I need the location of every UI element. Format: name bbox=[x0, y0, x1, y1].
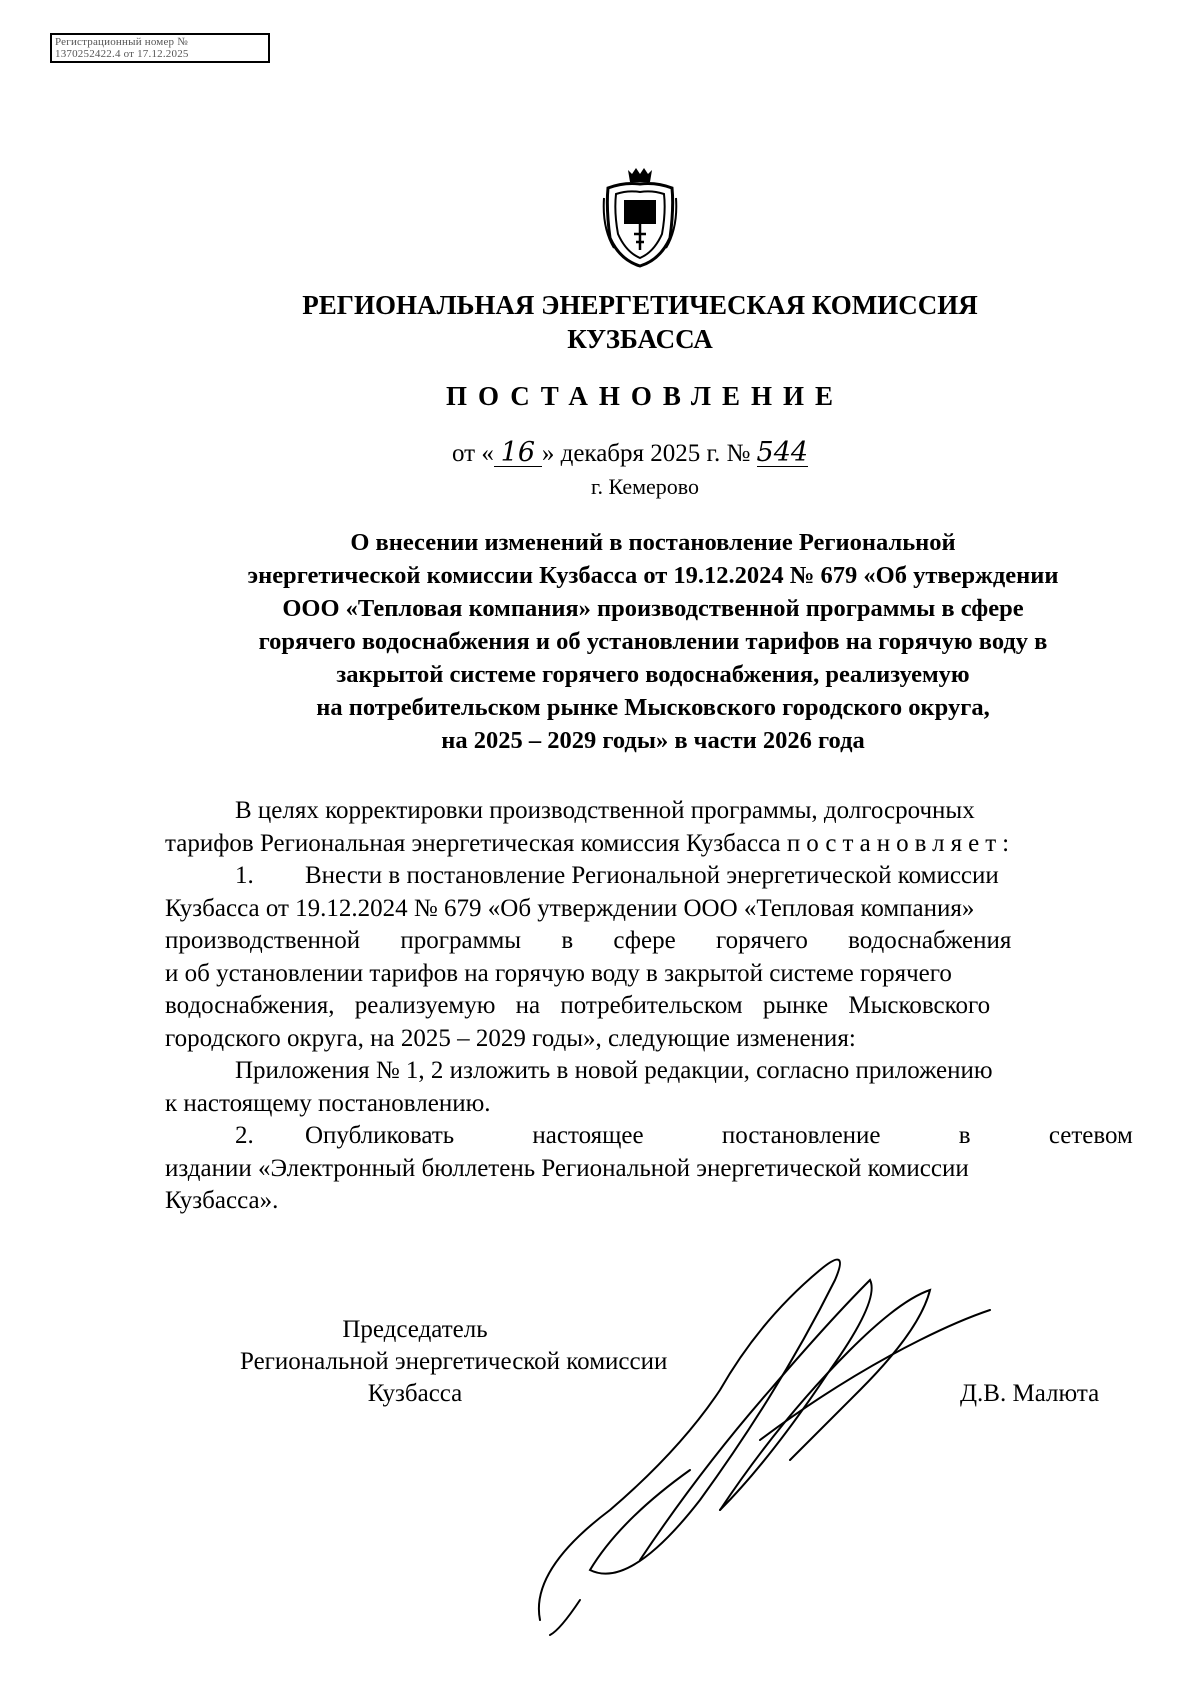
title-line: на потребительском рынке Мысковского городского округа, bbox=[316, 694, 990, 721]
document-date-line bbox=[452, 437, 809, 468]
registration-number: 1370252422.4 от 17.12.2025 bbox=[55, 48, 189, 60]
paragraph-2-number: 2. bbox=[235, 1122, 254, 1149]
paragraph-1-number: 1. bbox=[235, 862, 254, 889]
signatory-name: Д.В. Малюта bbox=[960, 1380, 1100, 1407]
registration-label: Регистрационный номер № bbox=[55, 36, 188, 48]
date-day-handwritten: 16 bbox=[494, 440, 542, 467]
signatory-region: Кузбасса bbox=[367, 1380, 463, 1407]
organization-name: РЕГИОНАЛЬНАЯ ЭНЕРГЕТИЧЕСКАЯ КОМИССИЯ bbox=[302, 290, 978, 320]
title-line: энергетической комиссии Кузбасса от 19.12.2024 № 679 «Об утверждении bbox=[247, 562, 1059, 589]
date-prefix: от « bbox=[452, 440, 494, 467]
paragraph-line: и об установлении тарифов на горячую воду в закрытой системе горячего bbox=[165, 959, 952, 987]
paragraph-line: к настоящему постановлению. bbox=[165, 1089, 491, 1117]
paragraph-line: Приложения № 1, 2 изложить в новой редакции, согласно приложению bbox=[235, 1057, 993, 1084]
paragraph-line: Кузбасса от 19.12.2024 № 679 «Об утверждении ООО «Тепловая компания» bbox=[165, 894, 975, 922]
organization-region: КУЗБАССА bbox=[567, 324, 713, 354]
intro-text: тарифов Региональная энергетическая комиссия Кузбасса bbox=[165, 829, 787, 857]
title-line: ООО «Тепловая компания» производственной программы в сфере bbox=[282, 595, 1024, 622]
title-line: О внесении изменений в постановление Региональной bbox=[350, 529, 956, 556]
paragraph-2-text: Опубликовать настоящее постановление в сетевом bbox=[305, 1122, 1133, 1149]
decree-verb: постановляет: bbox=[786, 829, 1016, 857]
signatory-org: Региональной энергетической комиссии bbox=[240, 1348, 668, 1375]
paragraph-2-first-line bbox=[165, 1120, 1133, 1153]
body-text bbox=[165, 795, 1133, 1218]
paragraph-line: водоснабжения, реализуемую на потребительском рынке Мысковского bbox=[165, 992, 991, 1019]
document-number-handwritten: 544 bbox=[756, 437, 809, 468]
handwritten-signature bbox=[520, 1240, 1000, 1640]
intro-line bbox=[165, 828, 1125, 861]
signatory-role: Председатель bbox=[342, 1316, 488, 1343]
title-line: горячего водоснабжения и об установлении тарифов на горячую воду в bbox=[258, 628, 1048, 655]
title-line: на 2025 – 2029 годы» в части 2026 года bbox=[441, 727, 865, 754]
intro-line: В целях корректировки производственной программы, долгосрочных bbox=[235, 797, 975, 824]
paragraph-1-text: Внести в постановление Региональной энергетической комиссии bbox=[305, 862, 999, 889]
date-month-year: » декабря 2025 г. № bbox=[541, 440, 757, 467]
paragraph-line: издании «Электронный бюллетень Региональной энергетической комиссии bbox=[165, 1154, 969, 1182]
paragraph-line: городского округа, на 2025 – 2029 годы», следующие изменения: bbox=[165, 1024, 856, 1052]
paragraph-1-first-line bbox=[165, 860, 1125, 893]
registration-box bbox=[50, 33, 270, 63]
paragraph-line: Кузбасса». bbox=[165, 1187, 279, 1214]
document-type: ПОСТАНОВЛЕНИЕ bbox=[445, 381, 845, 411]
document-title bbox=[168, 526, 1138, 757]
paragraph-line: производственной программы в сфере горячего водоснабжения bbox=[165, 927, 1012, 954]
document-city: г. Кемерово bbox=[590, 474, 700, 499]
coat-of-arms-emblem bbox=[600, 168, 680, 268]
title-line: закрытой системе горячего водоснабжения, реализуемую bbox=[336, 661, 970, 688]
